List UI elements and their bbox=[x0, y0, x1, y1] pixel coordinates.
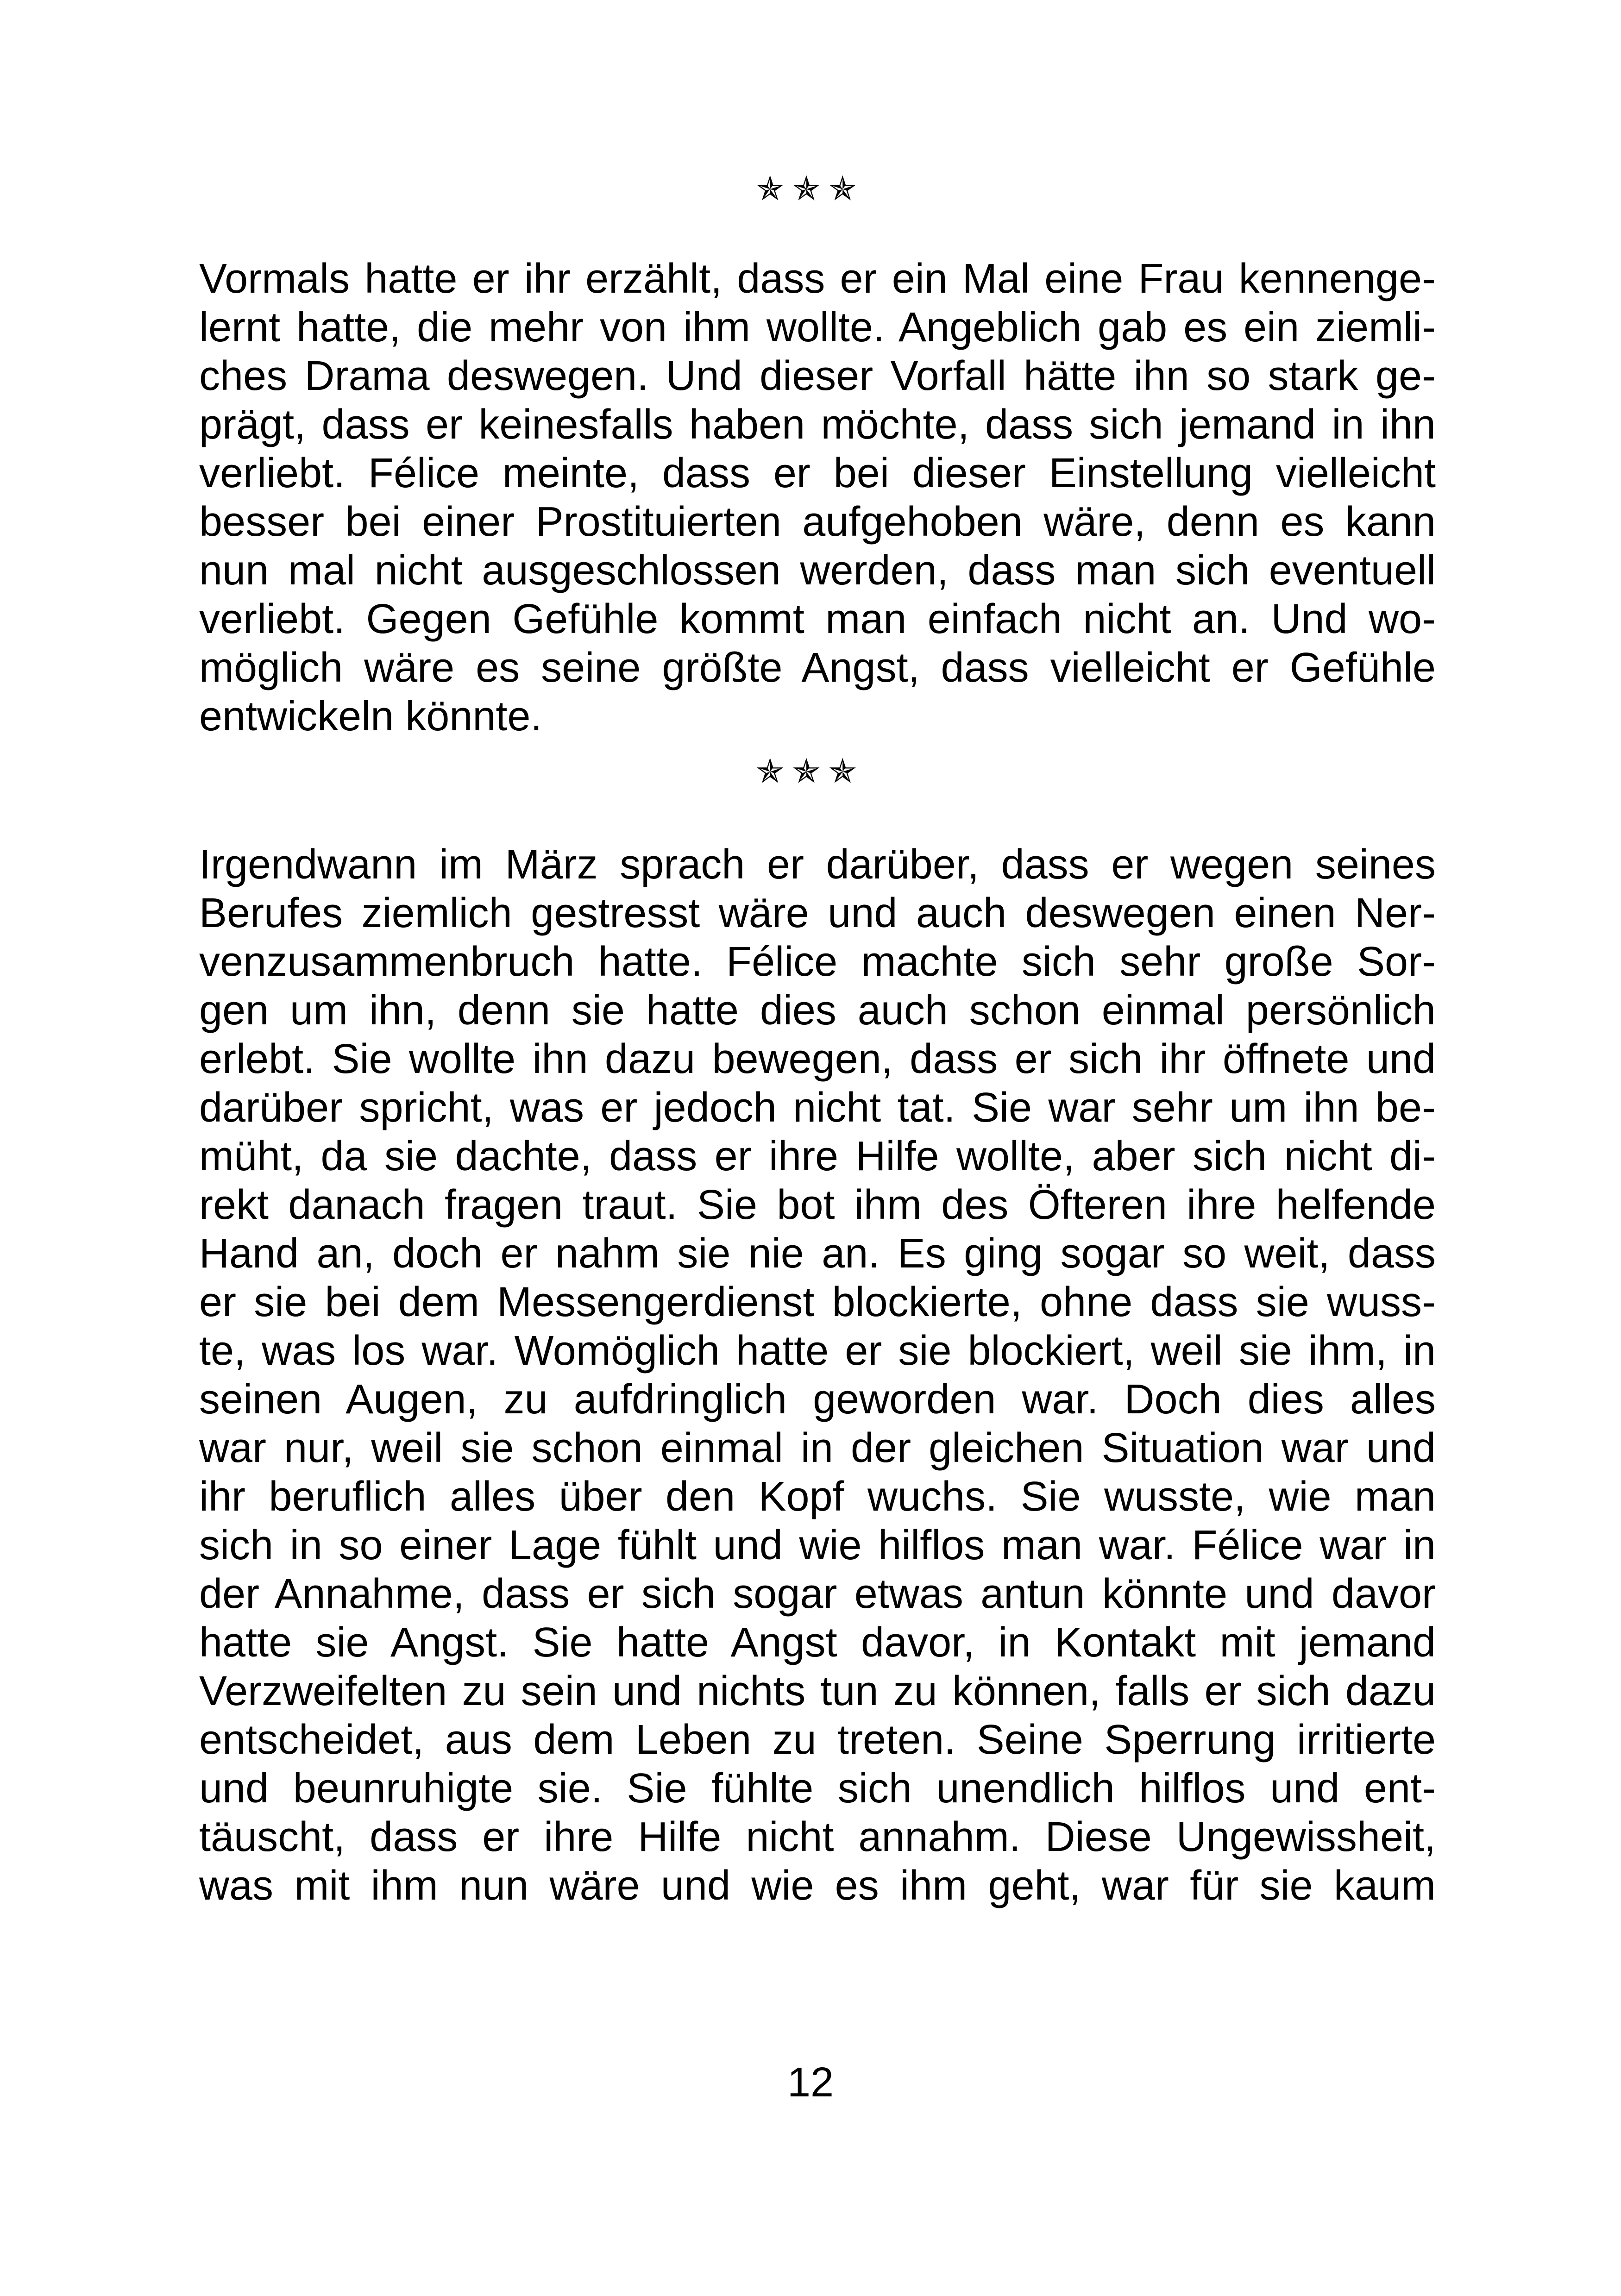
text-line: er sie bei dem Messengerdienst blockierte, ohne dass sie wuss- bbox=[199, 1279, 1436, 1325]
text-line: entscheidet, aus dem Leben zu treten. Seine Sperrung irritierte bbox=[199, 1717, 1436, 1763]
text-line: Vormals hatte er ihr erzählt, dass er ein Mal eine Frau kennenge- bbox=[199, 256, 1436, 302]
text-line: seinen Augen, zu aufdringlich geworden war. Doch dies alles bbox=[199, 1376, 1436, 1423]
text-line: Hand an, doch er nahm sie nie an. Es ging sogar so weit, dass bbox=[199, 1230, 1436, 1277]
paragraph-2 bbox=[199, 841, 1436, 1910]
text-line: verliebt. Gegen Gefühle kommt man einfach nicht an. Und wo- bbox=[199, 596, 1436, 642]
text-line: besser bei einer Prostituierten aufgehoben wäre, denn es kann bbox=[199, 499, 1436, 545]
text-line: müht, da sie dachte, dass er ihre Hilfe wollte, aber sich nicht di- bbox=[199, 1133, 1436, 1179]
text-line: te, was los war. Womöglich hatte er sie blockiert, weil sie ihm, in bbox=[199, 1328, 1436, 1374]
paragraph-1 bbox=[199, 255, 1436, 741]
section-divider-stars: ✯✯✯ bbox=[756, 752, 865, 790]
text-line: nun mal nicht ausgeschlossen werden, dass man sich eventuell bbox=[199, 547, 1436, 594]
text-line: prägt, dass er keinesfalls haben möchte, dass sich jemand in ihn bbox=[199, 401, 1436, 448]
text-line: der Annahme, dass er sich sogar etwas antun könnte und davor bbox=[199, 1571, 1436, 1617]
text-line: Berufes ziemlich gestresst wäre und auch deswegen einen Ner- bbox=[199, 890, 1436, 936]
text-line: ihr beruflich alles über den Kopf wuchs. Sie wusste, wie man bbox=[199, 1474, 1436, 1520]
text-line: venzusammenbruch hatte. Félice machte sich sehr große Sor- bbox=[199, 939, 1436, 985]
text-line: Irgendwann im März sprach er darüber, dass er wegen seines bbox=[199, 841, 1436, 888]
text-line: verliebt. Félice meinte, dass er bei dieser Einstellung vielleicht bbox=[199, 450, 1436, 496]
text-line: Verzweifelten zu sein und nichts tun zu können, falls er sich dazu bbox=[199, 1668, 1436, 1714]
text-line: und beunruhigte sie. Sie fühlte sich unendlich hilflos und ent- bbox=[199, 1765, 1436, 1812]
text-line: hatte sie Angst. Sie hatte Angst davor, in Kontakt mit jemand bbox=[199, 1619, 1436, 1666]
text-line: was mit ihm nun wäre und wie es ihm geht, war für sie kaum bbox=[199, 1863, 1436, 1909]
text-line: lernt hatte, die mehr von ihm wollte. Angeblich gab es ein ziemli- bbox=[199, 304, 1436, 351]
section-divider-stars: ✯✯✯ bbox=[756, 169, 865, 208]
text-line: entwickeln könnte. bbox=[199, 693, 542, 740]
text-line: rekt danach fragen traut. Sie bot ihm des Öfteren ihre helfende bbox=[199, 1182, 1436, 1228]
text-line: erlebt. Sie wollte ihn dazu bewegen, dass er sich ihr öffnete und bbox=[199, 1036, 1436, 1082]
text-line: gen um ihn, denn sie hatte dies auch schon einmal persönlich bbox=[199, 987, 1436, 1034]
text-line: war nur, weil sie schon einmal in der gleichen Situation war und bbox=[199, 1425, 1436, 1471]
text-line: möglich wäre es seine größte Angst, dass vielleicht er Gefühle bbox=[199, 645, 1436, 691]
text-line: ches Drama deswegen. Und dieser Vorfall hätte ihn so stark ge- bbox=[199, 353, 1436, 399]
text-line: sich in so einer Lage fühlt und wie hilflos man war. Félice war in bbox=[199, 1522, 1436, 1568]
text-line: darüber spricht, was er jedoch nicht tat. Sie war sehr um ihn be- bbox=[199, 1085, 1436, 1131]
page-number: 12 bbox=[787, 2059, 834, 2106]
text-line: täuscht, dass er ihre Hilfe nicht annahm. Diese Ungewissheit, bbox=[199, 1814, 1436, 1860]
